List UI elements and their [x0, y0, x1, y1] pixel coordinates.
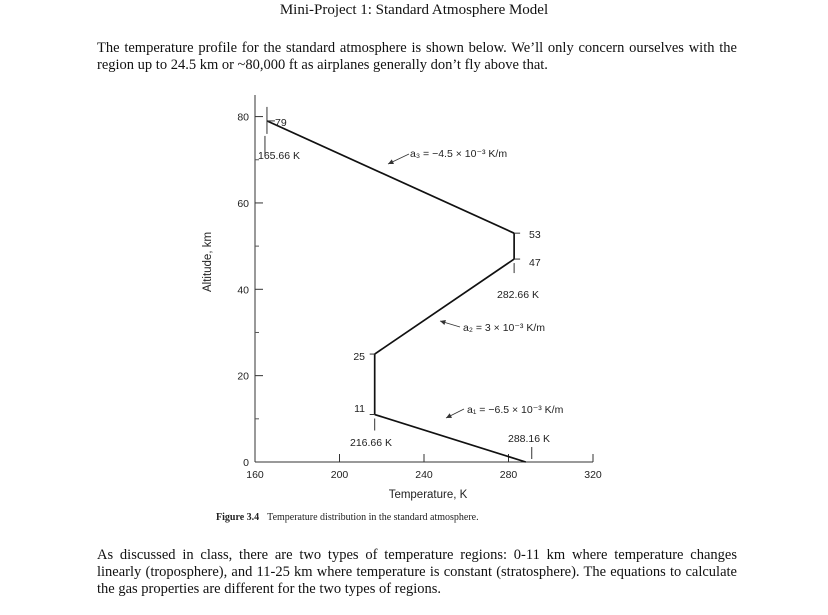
marker-label-79: 79: [275, 117, 287, 129]
marker-label-11: 11: [354, 403, 365, 415]
x-tick-label: 160: [246, 469, 264, 481]
y-axis-label: Altitude, km: [202, 231, 214, 293]
caption-label: Figure 3.4: [216, 512, 260, 523]
temp-label-216: 216.66 K: [350, 437, 393, 449]
temp-label-288: 288.16 K: [508, 433, 551, 445]
y-tick-label: 40: [237, 284, 249, 297]
marker-label-25: 25: [353, 351, 365, 363]
caption-text: Temperature distribution in the standard atmosphere.: [267, 512, 479, 523]
y-tick-label: 60: [237, 197, 249, 210]
x-tick-label: 240: [415, 469, 433, 481]
gradient-label-a2: a₂ = 3 × 10⁻³ K/m: [463, 322, 545, 334]
profile-segment: [375, 415, 526, 462]
conclusion-paragraph: As discussed in class, there are two types of temperature regions: 0-11 km where temperature changes linearly (troposphere), and 11-25 km where temperature is constant (stratosphere). The equations to calculate the gas properties are different for the two types of regions.: [97, 547, 737, 597]
x-tick-label: 320: [584, 469, 602, 481]
y-tick-label: 80: [237, 111, 249, 124]
profile-segment: [375, 259, 514, 354]
gradient-label-a1: a₁ = −6.5 × 10⁻³ K/m: [467, 404, 564, 416]
marker-label-53: 53: [529, 229, 541, 241]
figure-caption: [216, 507, 479, 524]
arrow-head: [440, 320, 446, 325]
temp-label-165: 165.66 K: [258, 150, 301, 162]
y-tick-label: 20: [237, 370, 249, 383]
x-tick-label: 200: [330, 469, 349, 481]
marker-label-47: 47: [529, 257, 541, 269]
page-title: Mini-Project 1: Standard Atmosphere Model: [279, 2, 549, 18]
x-tick-label: 280: [499, 469, 518, 481]
gradient-label-a3: a₃ = −4.5 × 10⁻³ K/m: [410, 148, 508, 160]
y-tick-label: 0: [243, 457, 249, 469]
temp-label-282: 282.66 K: [497, 289, 540, 301]
chart-ticks: [237, 112, 602, 481]
profile-segment: [267, 121, 514, 233]
x-axis-label: Temperature, K: [388, 489, 468, 501]
intro-paragraph: The temperature profile for the standard atmosphere is shown below. We’ll only concern ourselves with the region up to 24.5 km or ~80,000 ft as airplanes generally don’t fly above that.: [97, 40, 737, 73]
